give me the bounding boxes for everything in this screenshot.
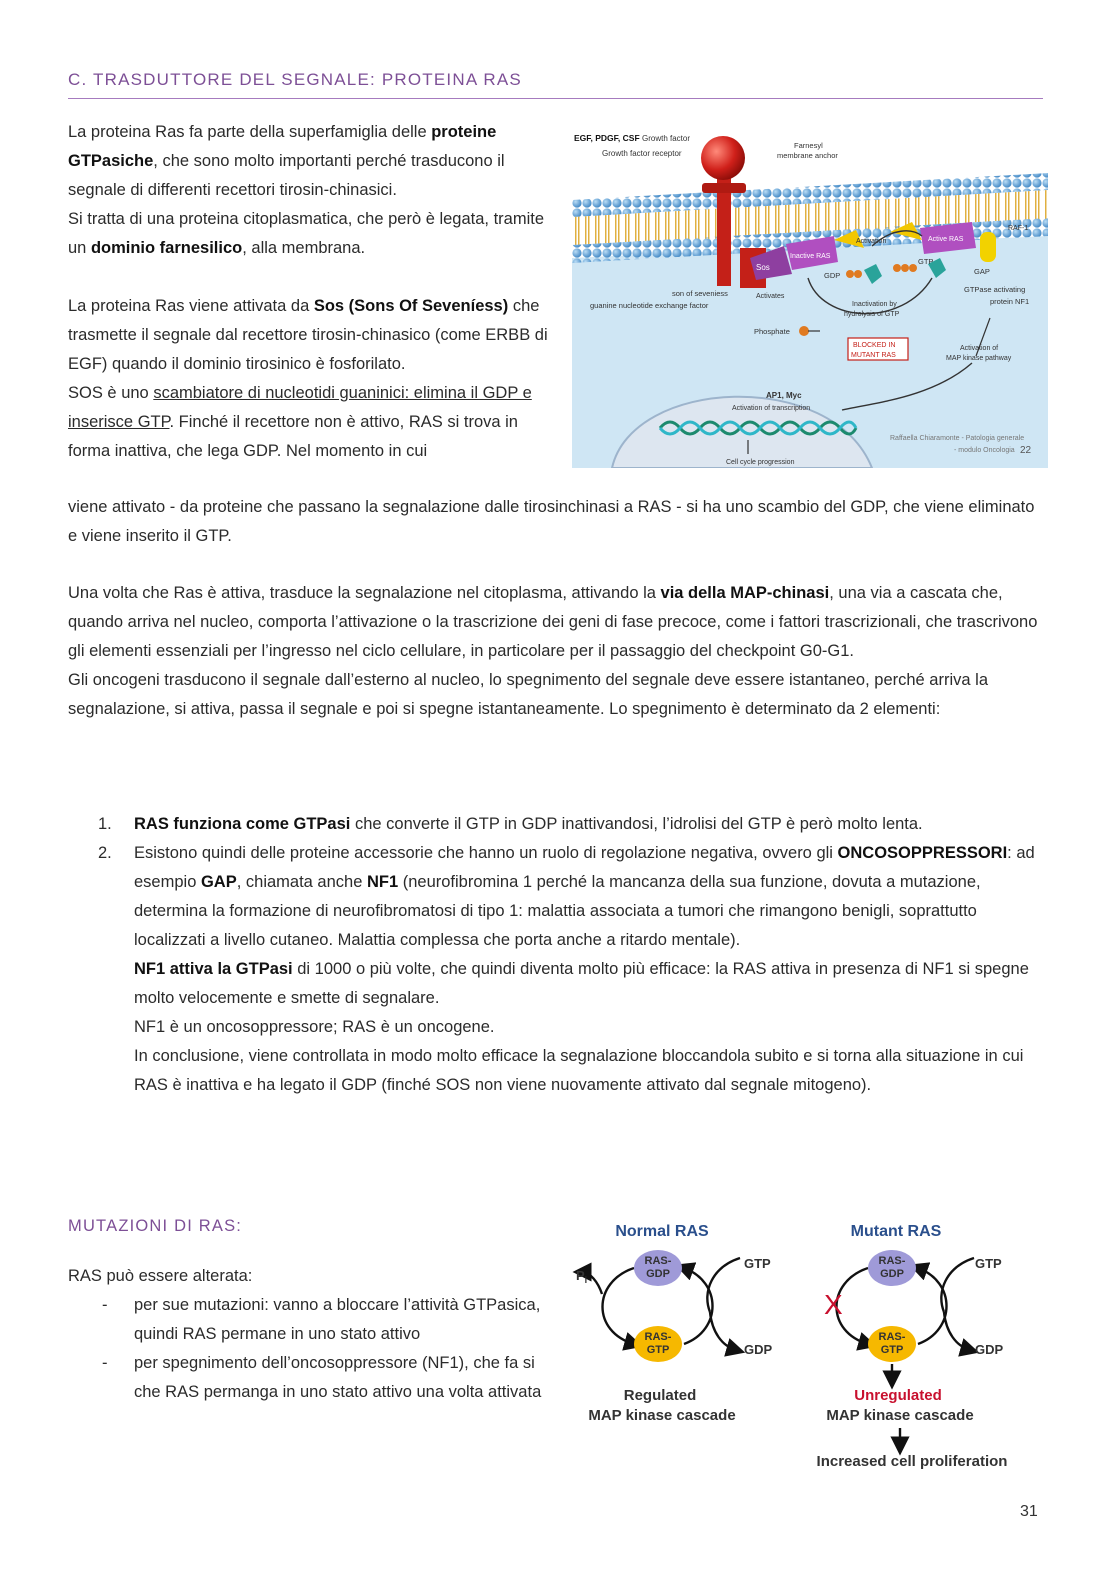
underlined-term: scambiatore di nucleotidi guaninici: elimina il GDP e inserisce GTP (68, 384, 532, 431)
text-run: per spegnimento dell’oncosoppressore (NF1), che fa si che RAS permanga in uno stato attivo una volta attivata (134, 1354, 542, 1401)
intro-paragraph-3: viene attivato - da proteine che passano la segnalazione dalle tirosinchinasi a RAS - si ha uno scambio del GDP, che viene eliminato e viene inserito il GTP. (68, 498, 1035, 545)
text-run: , chiamata anche (236, 873, 367, 891)
label-inactive-ras: Inactive RAS (790, 253, 831, 260)
bold-term: ONCOSOPPRESSORI (837, 844, 1008, 862)
text-run: La proteina Ras viene attivata da (68, 297, 314, 315)
page-number: 31 (1020, 1503, 1038, 1520)
intro-paragraph-1 (68, 118, 558, 263)
normal-ras-gtp-label-1: RAS- (644, 1331, 672, 1343)
mutant-ras-gtp-label-2: GTP (880, 1344, 904, 1356)
ras-mutation-figure (572, 1212, 1048, 1477)
normal-cascade-label: MAP kinase cascade (588, 1407, 736, 1424)
unregulated-label: Unregulated (854, 1387, 942, 1404)
label-gtpase-2: protein NF1 (990, 297, 1030, 306)
text-run: (neurofibromina 1 perché la mancanza della sua funzione, dovuta a mutazione, determina la formazione di neurofibromatosi di tipo 1: malattia associata a tumori che rimangono benigli, soprattutto localizzati a livello cutaneo. Malattia complessa che porta anche a ritardo mentale). (134, 873, 981, 949)
label-map-2: MAP kinase pathway (946, 355, 1012, 362)
label-sos: Sos (756, 263, 770, 272)
growth-factor-ball (701, 136, 745, 180)
mutant-gdp-arrow (944, 1312, 970, 1350)
label-ap1: AP1, Myc (766, 391, 802, 400)
text-run: che converte il GTP in GDP inattivandosi, l’idrolisi del GTP è però molto lenta. (350, 815, 923, 833)
credit-line-1: Raffaella Chiaramonte - Patologia generale (890, 435, 1025, 442)
label-blocked-2: MUTANT RAS (851, 352, 896, 359)
text-run: La proteina Ras fa parte della superfamiglia delle (68, 123, 432, 141)
text-run: SOS è uno (68, 384, 154, 402)
text-run: Una volta che Ras è attiva, trasduce la segnalazione nel citoplasma, attivando la (68, 584, 661, 602)
normal-ras-gdp-label-2: GDP (646, 1268, 670, 1280)
ras-signaling-diagram (572, 128, 1048, 468)
label-activates: Activates (756, 293, 785, 300)
increased-proliferation-label: Increased cell proliferation (816, 1453, 1008, 1470)
text-run: Esistono quindi delle proteine accessorie che hanno un ruolo di regolazione negativa, ovvero gli (134, 844, 838, 862)
label-son-1: son of seveniess (672, 289, 728, 298)
normal-gtp-label: GTP (744, 1256, 771, 1271)
mutations-intro: RAS può essere alterata: (68, 1267, 253, 1285)
text-run: NF1 è un oncosoppressore; RAS è un oncogene. (134, 1018, 495, 1036)
label-gdp: GDP (824, 271, 841, 280)
list-item: - per spegnimento dell’oncosoppressore (NF1), che fa si che RAS permanga in uno stato attivo una volta attivata (102, 1354, 542, 1401)
pi-label: $P_i$ (576, 1268, 588, 1285)
list-item: - per sue mutazioni: vanno a bloccare l’attività GTPasica, quindi RAS permane in uno stato attivo (102, 1296, 541, 1343)
gap-protein (980, 232, 996, 262)
label-farnesyl-1: Farnesyl (794, 141, 823, 150)
label-blocked-1: BLOCKED IN (853, 342, 896, 349)
list-item (68, 810, 1043, 839)
mutant-cascade-label: MAP kinase cascade (826, 1407, 974, 1424)
text-run: , una via a cascata che, quando arriva nel nucleo, comporta l’attivazione o la trascrizione dei geni di fase precoce, come i fattori trascrizionali, che trascrivono gli elementi essenziali per l’ingresso nel ciclo cellulare, in particolare per il passaggio del checkpoint G0-G1. (68, 584, 1038, 660)
mutant-ras-gdp-label-1: RAS- (878, 1255, 906, 1267)
normal-gdp-label: GDP (744, 1342, 773, 1357)
text-run: In conclusione, viene controllata in modo molto efficace la segnalazione bloccandola subito e si torna alla situazione in cui RAS è inattiva e ha legato il GDP (finché SOS non viene nuovamente attivato dal segnale mitogeno). (134, 1047, 1024, 1094)
label-farnesyl-2: membrane anchor (777, 151, 838, 160)
label-gap: GAP (974, 267, 990, 276)
text-run: . Finché il recettore non è attivo, RAS si trova in forma inattiva, che lega GDP. Nel momento in cui (68, 413, 518, 460)
label-egf: EGF, PDGF, CSF (574, 133, 640, 143)
list-number: 2. (98, 844, 112, 862)
credit-line-2: - modulo Oncologia (954, 447, 1015, 454)
blocked-x-mark: X (824, 1289, 843, 1320)
bold-term: NF1 attiva la GTPasi (134, 960, 293, 978)
normal-gdp-arrow (710, 1312, 736, 1350)
label-cell-cycle: Cell cycle progression (726, 459, 795, 466)
ras-cycle-diagram (572, 1212, 1048, 1477)
text-run: , alla membrana. (242, 239, 366, 257)
credit-number: 22 (1020, 445, 1032, 456)
text-run: per sue mutazioni: vanno a bloccare l’attività GTPasica, quindi RAS permane in uno stato attivo (134, 1296, 541, 1343)
text-run: , che sono molto importanti perché trasducono il segnale di differenti recettori tirosin-chinasici. (68, 152, 505, 199)
label-inactivation-1: Inactivation by (852, 301, 897, 308)
mutant-ras-gdp-label-2: GDP (880, 1268, 904, 1280)
label-receptor: Growth factor receptor (602, 149, 682, 158)
text-run: Si tratta di una proteina citoplasmatica, che però è legata, tramite un (68, 210, 545, 257)
mutations-heading: MUTAZIONI DI RAS: (68, 1217, 243, 1235)
bold-term: dominio farnesilico (90, 239, 243, 257)
mutations-list (68, 1291, 558, 1407)
normal-ras-gtp-label-2: GTP (646, 1344, 670, 1356)
label-son-2: guanine nucleotide exchange factor (590, 301, 709, 310)
normal-ras-gdp-label-1: RAS- (644, 1255, 672, 1267)
text-run: di 1000 o più volte, che quindi diventa molto più efficace: la RAS attiva in presenza di NF1 si spegne molto velocemente e smette di segnalare. (134, 960, 1029, 1007)
list-item (68, 839, 1043, 1100)
mutant-gdp-label: GDP (975, 1342, 1004, 1357)
section-heading: C. TRASDUTTORE DEL SEGNALE: PROTEINA RAS (68, 68, 1043, 99)
list-number: 1. (98, 815, 112, 833)
label-gtpase-1: GTPase activating (964, 285, 1026, 294)
label-gtp: GTP (918, 257, 934, 266)
ras-signaling-figure (572, 128, 1048, 468)
body-paragraph-1 (68, 579, 1043, 724)
mutant-gtp-label: GTP (975, 1256, 1002, 1271)
text-run: Gli oncogeni trasducono il segnale dall’esterno al nucleo, lo spegnimento del segnale deve essere istantaneo, perché arriva la segnalazione, si attiva, passa il segnale e poi si spegne istantaneamente. Lo spegnimento è determinato da 2 elementi: (68, 671, 988, 718)
text-run: : ad esempio (134, 844, 1035, 891)
mutant-ras-title: Mutant RAS (850, 1223, 942, 1240)
label-transcription: Activation of transcription (732, 405, 811, 412)
bold-term: RAS funziona come GTPasi (134, 815, 351, 833)
label-active-ras: Active RAS (928, 236, 964, 243)
label-inactivation-2: hydrolysis of GTP (844, 311, 900, 318)
bold-term: GAP (200, 873, 237, 891)
label-growth-factor: Growth factor (642, 134, 691, 143)
mutant-ras-gtp-label-1: RAS- (878, 1331, 906, 1343)
label-activation: Activation (856, 238, 887, 245)
label-raf: RAF-1 (1008, 225, 1029, 232)
bold-term: Sos (Sons Of Seveníess) (313, 297, 509, 315)
bold-term: NF1 (366, 873, 399, 891)
numbered-list (68, 810, 1043, 1100)
label-phosphate: Phosphate (754, 327, 790, 336)
regulated-label: Regulated (623, 1387, 697, 1404)
bold-term: proteine GTPasiche (68, 123, 497, 170)
intro-paragraph-2 (68, 292, 558, 466)
text-run: che trasmette il segnale dal recettore tirosin-chinasico (come ERBB di EGF) quando il dominio tirosinico è fosforilato. (68, 297, 548, 373)
bold-term: via della MAP-chinasi (660, 584, 830, 602)
normal-left-arrow (603, 1268, 635, 1344)
label-map-1: Activation of (960, 345, 999, 352)
normal-ras-title: Normal RAS (615, 1223, 709, 1240)
